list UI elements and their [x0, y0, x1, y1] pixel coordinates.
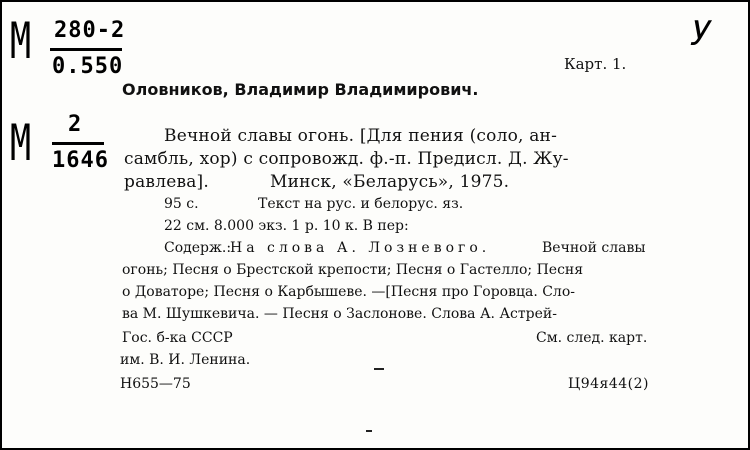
- library-line-2: им. В. И. Ленина.: [120, 352, 251, 368]
- shelfmark-1-numerator: 280-2: [54, 18, 126, 43]
- shelfmark-2-rule: [52, 142, 104, 145]
- library-line-1: Гос. б-ка СССР: [122, 330, 233, 346]
- shelfmark-2-letter: М: [10, 114, 32, 172]
- scan-mark: [374, 368, 384, 370]
- card-number: Карт. 1.: [564, 55, 627, 73]
- code-left: Н655—75: [120, 376, 191, 392]
- see-next-card: См. след. карт.: [536, 330, 648, 346]
- contents-line-2: огонь; Песня о Брестской крепости; Песня о Гастелло; Песня: [122, 262, 584, 278]
- language-note: Текст на рус. и белорус. яз.: [258, 196, 464, 212]
- contents-line-3: о Доваторе; Песня о Карбышеве. —[Песня про Горовца. Сло-: [122, 284, 575, 300]
- contents-spaced: На слова А. Лозневого.: [230, 240, 491, 256]
- scan-mark: [366, 430, 372, 432]
- contents-label: Содерж.:: [164, 240, 232, 256]
- corner-mark: У: [685, 14, 715, 54]
- physical-description: 22 см. 8.000 экз. 1 р. 10 к. В пер:: [164, 218, 409, 234]
- shelfmark-1-denominator: 0.550: [52, 54, 124, 79]
- imprint: Минск, «Беларусь», 1975.: [270, 172, 510, 192]
- title-line-2: самбль, хор) с сопровожд. ф.-п. Предисл. Д. Жу-: [124, 149, 569, 169]
- title-line-1: Вечной славы огонь. [Для пения (соло, ан-: [164, 126, 558, 146]
- shelfmark-1-rule: [50, 48, 122, 51]
- contents-line-1: Вечной славы: [542, 240, 646, 256]
- title-line-3: равлева].: [124, 172, 209, 192]
- author-heading: Оловников, Владимир Владимирович.: [122, 80, 479, 99]
- pages: 95 с.: [164, 196, 199, 212]
- shelfmark-2-denominator: 1646: [52, 148, 109, 173]
- shelfmark-1-letter: М: [10, 12, 32, 70]
- code-right: Ц94я44(2): [568, 376, 650, 392]
- contents-line-4: ва М. Шушкевича. — Песня о Заслонове. Слова А. Астрей-: [122, 306, 557, 322]
- shelfmark-2-numerator: 2: [68, 112, 83, 137]
